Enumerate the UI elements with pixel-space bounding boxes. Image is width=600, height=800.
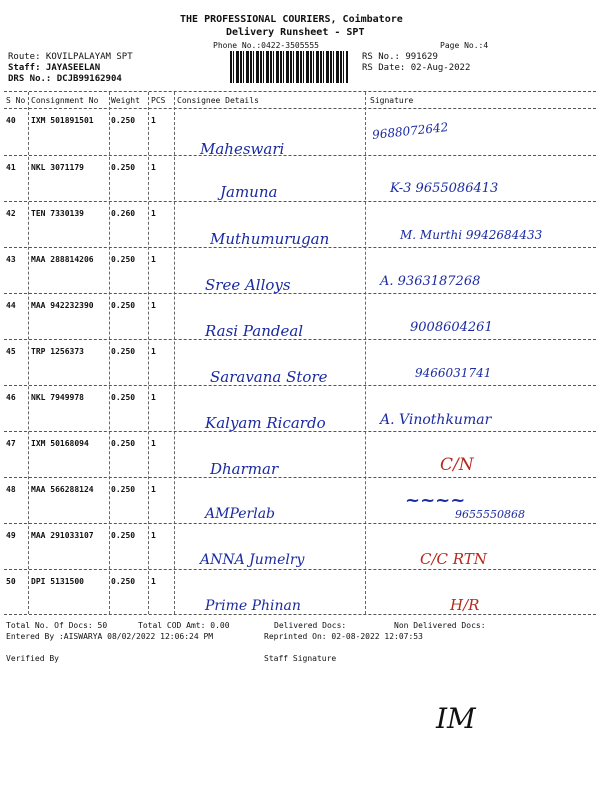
staff-signature: Staff Signature	[264, 654, 337, 663]
route-label: Route: KOVILPALAYAM SPT	[8, 52, 133, 62]
verified-by: Verified By	[6, 654, 59, 663]
signature-handwriting: H/R	[450, 596, 480, 614]
consignee-handwriting: Sree Alloys	[205, 276, 291, 294]
row-consignment: IXM 501891501	[31, 116, 94, 125]
consignee-handwriting: Maheswari	[200, 140, 285, 158]
row-divider	[4, 201, 596, 202]
row-consignment: DPI 5131500	[31, 577, 84, 586]
header-top-rule	[4, 91, 596, 92]
row-pcs: 1	[151, 301, 156, 310]
non-delivered-docs: Non Delivered Docs:	[394, 621, 486, 630]
row-pcs: 1	[151, 209, 156, 218]
col-signature: Signature	[370, 96, 414, 105]
row-sno: 46	[6, 393, 16, 402]
col-pcs: PCS	[151, 96, 166, 105]
row-divider	[4, 523, 596, 524]
row-consignment: TEN 7330139	[31, 209, 84, 218]
row-pcs: 1	[151, 163, 156, 172]
row-divider	[4, 155, 596, 156]
row-sno: 43	[6, 255, 16, 264]
row-consignment: TRP 1256373	[31, 347, 84, 356]
row-pcs: 1	[151, 439, 156, 448]
staff-label: Staff: JAYASEELAN	[8, 63, 101, 73]
delivered-docs: Delivered Docs:	[274, 621, 347, 630]
col-weight: Weight	[111, 96, 140, 105]
entered-by: Entered By :AISWARYA 08/02/2022 12:06:24 PM	[6, 632, 214, 641]
row-sno: 49	[6, 531, 16, 540]
row-sno: 41	[6, 163, 16, 172]
consignee-handwriting: Saravana Store	[210, 368, 328, 386]
signature-handwriting: C/C RTN	[420, 550, 487, 568]
bottom-handwritten-mark: IM	[436, 702, 476, 735]
row-sno: 45	[6, 347, 16, 356]
consignee-handwriting: ANNA Jumelry	[200, 552, 305, 568]
row-divider	[4, 431, 596, 432]
total-docs: Total No. Of Docs: 50	[6, 621, 108, 630]
row-sno: 48	[6, 485, 16, 494]
consignee-handwriting: Kalyam Ricardo	[205, 414, 326, 432]
row-weight: 0.250	[111, 531, 136, 540]
row-divider	[4, 569, 596, 570]
consignee-handwriting: Prime Phinan	[205, 598, 301, 614]
row-consignment: IXM 50168094	[31, 439, 89, 448]
row-pcs: 1	[151, 347, 156, 356]
row-sno: 40	[6, 116, 16, 125]
row-weight: 0.250	[111, 439, 136, 448]
signature-handwriting: 9688072642	[371, 120, 449, 142]
signature-handwriting: 9466031741	[415, 366, 492, 380]
signature-handwriting: M. Murthi 9942684433	[400, 228, 543, 242]
row-consignment: MAA 566288124	[31, 485, 94, 494]
col-divider	[365, 92, 366, 614]
signature-handwriting: 9655550868	[455, 508, 525, 521]
row-pcs: 1	[151, 255, 156, 264]
row-consignment: MAA 942232390	[31, 301, 94, 310]
col-consignee: Consignee Details	[177, 96, 259, 105]
row-weight: 0.250	[111, 347, 136, 356]
row-pcs: 1	[151, 116, 156, 125]
table-bottom-rule	[4, 614, 596, 615]
consignee-handwriting: Dharmar	[210, 460, 279, 478]
row-pcs: 1	[151, 393, 156, 402]
signature-handwriting: C/N	[440, 455, 474, 475]
row-consignment: NKL 7949978	[31, 393, 84, 402]
signature-handwriting: 9008604261	[410, 320, 493, 335]
col-divider	[28, 92, 29, 614]
col-divider	[109, 92, 110, 614]
signature-scribble: ~~~~	[405, 490, 466, 511]
row-divider	[4, 247, 596, 248]
drs-number: DRS No.: DCJB99162904	[8, 74, 122, 84]
row-weight: 0.260	[111, 209, 136, 218]
page-number: Page No.:4	[440, 41, 489, 50]
row-consignment: MAA 291033107	[31, 531, 94, 540]
row-weight: 0.250	[111, 393, 136, 402]
row-pcs: 1	[151, 577, 156, 586]
col-divider	[174, 92, 175, 614]
header-bottom-rule	[4, 108, 596, 109]
runsheet-title: Delivery Runsheet - SPT	[226, 27, 365, 38]
row-weight: 0.250	[111, 163, 136, 172]
phone-number: Phone No.:0422-3505555	[213, 41, 319, 50]
total-cod: Total COD Amt: 0.00	[138, 621, 230, 630]
row-consignment: MAA 288814206	[31, 255, 94, 264]
row-weight: 0.250	[111, 485, 136, 494]
barcode	[230, 51, 348, 83]
row-divider	[4, 477, 596, 478]
consignee-handwriting: Muthumurugan	[210, 230, 330, 248]
consignee-handwriting: AMPerlab	[205, 506, 275, 522]
rs-date: RS Date: 02-Aug-2022	[362, 63, 471, 73]
col-consignment: Consignment No	[31, 96, 99, 105]
reprinted-on: Reprinted On: 02-08-2022 12:07:53	[264, 632, 423, 641]
row-sno: 42	[6, 209, 16, 218]
signature-handwriting: A. 9363187268	[380, 274, 481, 289]
row-sno: 47	[6, 439, 16, 448]
row-weight: 0.250	[111, 577, 136, 586]
row-divider	[4, 339, 596, 340]
row-weight: 0.250	[111, 301, 136, 310]
consignee-handwriting: Rasi Pandeal	[205, 322, 304, 340]
row-sno: 44	[6, 301, 16, 310]
rs-number: RS No.: 991629	[362, 52, 438, 62]
company-title: THE PROFESSIONAL COURIERS, Coimbatore	[180, 14, 403, 25]
consignee-handwriting: Jamuna	[220, 183, 278, 201]
row-divider	[4, 385, 596, 386]
row-sno: 50	[6, 577, 16, 586]
signature-handwriting: K-3 9655086413	[390, 181, 499, 196]
row-consignment: NKL 3071179	[31, 163, 84, 172]
col-divider	[148, 92, 149, 614]
signature-handwriting: A. Vinothkumar	[380, 412, 492, 428]
row-pcs: 1	[151, 531, 156, 540]
col-sno: S No	[6, 96, 26, 105]
row-divider	[4, 293, 596, 294]
row-weight: 0.250	[111, 255, 136, 264]
row-weight: 0.250	[111, 116, 136, 125]
row-pcs: 1	[151, 485, 156, 494]
